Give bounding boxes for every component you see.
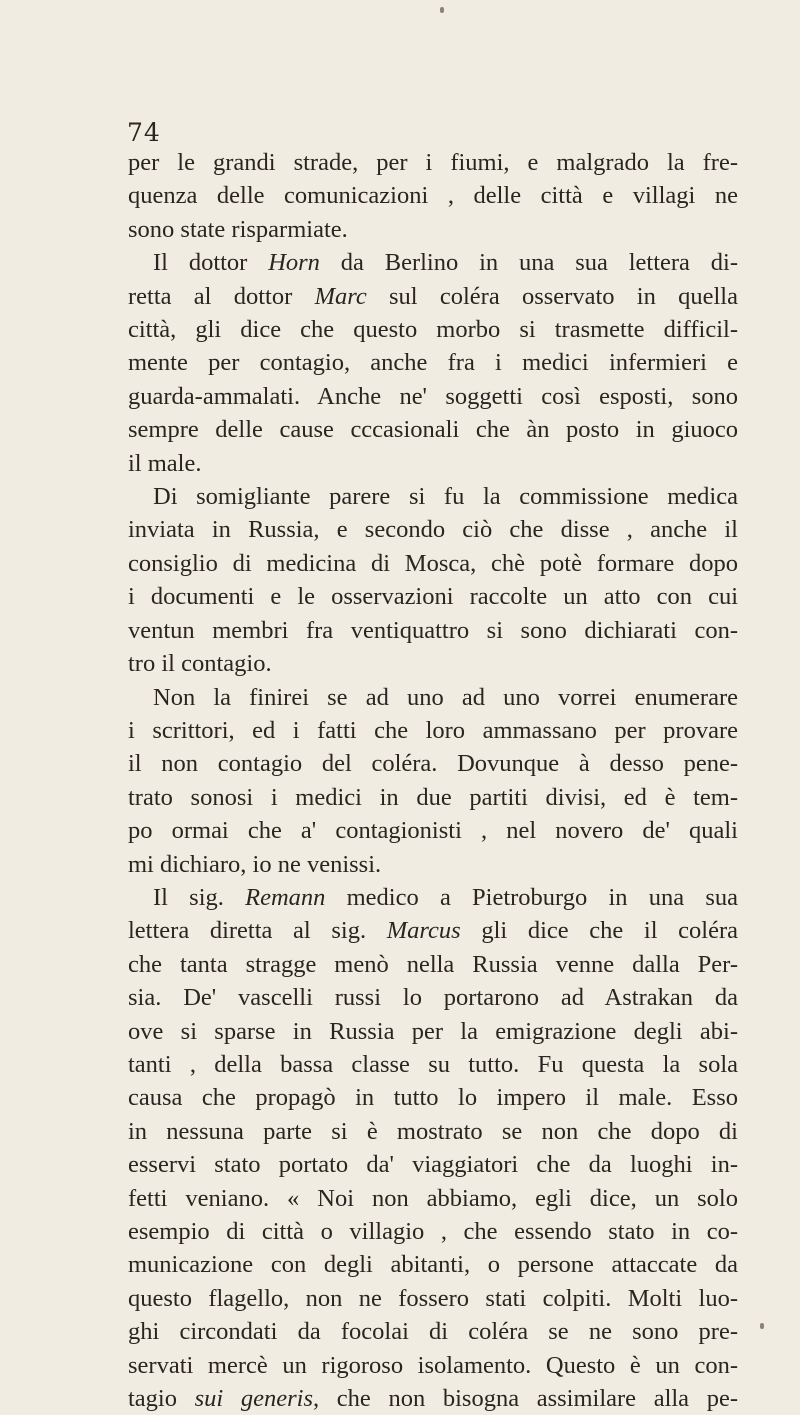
- italic-name: sui generis: [194, 1385, 314, 1413]
- text-run: fetti veniano. « Noi non abbiamo, egli dice, un solo: [128, 1184, 738, 1212]
- text-line: [128, 1382, 738, 1415]
- body-text: [128, 146, 738, 1415]
- italic-name: Marc: [314, 282, 367, 310]
- text-line: [128, 814, 738, 847]
- italic-name: Horn: [268, 249, 320, 277]
- text-line: [128, 213, 738, 246]
- text-line: [128, 1349, 738, 1382]
- text-run: sia. De' vascelli russi lo portarono ad Astrakan da: [128, 984, 738, 1012]
- text-line: [128, 848, 738, 881]
- text-run: per le grandi strade, per i fiumi, e malgrado la fre-: [128, 149, 738, 176]
- text-run: ghi circondati da focolai di coléra se ne sono pre-: [128, 1318, 738, 1346]
- text-line: [128, 1282, 738, 1315]
- text-line: [128, 179, 738, 212]
- text-run: il male.: [128, 449, 202, 477]
- text-run: , che non bisogna assimilare alla pe-: [313, 1385, 738, 1413]
- text-line: [128, 1015, 738, 1048]
- text-line: [128, 747, 738, 780]
- text-run: Il sig.: [153, 883, 246, 911]
- italic-name: Remann: [245, 883, 326, 911]
- text-line: [128, 313, 738, 346]
- text-run: Di somigliante parere si fu la commissione medica: [153, 483, 738, 511]
- text-run: il non contagio del coléra. Dovunque à desso pene-: [128, 750, 738, 778]
- text-run: quenza delle comunicazioni , delle città e villagi ne: [128, 182, 738, 210]
- text-run: medico a Pietroburgo in una sua: [325, 883, 738, 911]
- text-run: causa che propagò in tutto lo impero il male. Esso: [128, 1084, 738, 1112]
- text-run: i documenti e le osservazioni raccolte un atto con cui: [128, 583, 738, 611]
- text-line: [128, 146, 738, 179]
- text-line: [128, 647, 738, 680]
- text-run: Il dottor: [153, 249, 269, 277]
- text-line: [128, 447, 738, 480]
- text-run: servati mercè un rigoroso isolamento. Questo è un con-: [128, 1351, 738, 1379]
- text-run: consiglio di medicina di Mosca, chè potè formare dopo: [128, 549, 738, 577]
- text-run: città, gli dice che questo morbo si trasmette difficil-: [128, 316, 738, 344]
- text-run: sempre delle cause cccasionali che àn posto in giuoco: [128, 416, 738, 444]
- text-line: [128, 413, 738, 446]
- page-number: 74: [127, 118, 161, 147]
- text-line: [128, 714, 738, 747]
- text-line: [128, 1182, 738, 1215]
- text-run: ove si sparse in Russia per la emigrazione degli abi-: [128, 1017, 738, 1045]
- text-run: lettera diretta al sig.: [128, 917, 387, 945]
- text-line: [128, 346, 738, 379]
- text-run: Non la finirei se ad uno ad uno vorrei enumerare: [153, 683, 738, 711]
- text-line: [128, 781, 738, 814]
- text-run: sono state risparmiate.: [128, 215, 348, 243]
- text-line: [128, 513, 738, 546]
- text-run: inviata in Russia, e secondo ciò che disse , anche il: [128, 516, 738, 544]
- text-line: [128, 881, 738, 914]
- paper-speck: [440, 7, 444, 13]
- text-line: [128, 1115, 738, 1148]
- text-line: [128, 380, 738, 413]
- text-run: po ormai che a' contagionisti , nel novero de' quali: [128, 817, 738, 845]
- text-run: gli dice che il coléra: [460, 917, 738, 945]
- text-run: mi dichiaro, io ne venissi.: [128, 850, 382, 878]
- text-line: [128, 948, 738, 981]
- text-run: tanti , della bassa classe su tutto. Fu questa la sola: [128, 1050, 738, 1078]
- text-run: sul coléra osservato in quella: [366, 282, 738, 310]
- text-run: mente per contagio, anche fra i medici infermieri e: [128, 349, 738, 377]
- text-run: trato sonosi i medici in due partiti divisi, ed è tem-: [128, 783, 738, 811]
- text-line: [128, 1148, 738, 1181]
- text-run: in nessuna parte si è mostrato se non che dopo di: [128, 1117, 738, 1145]
- text-run: che tanta stragge menò nella Russia venne dalla Per-: [128, 950, 738, 978]
- text-line: [128, 480, 738, 513]
- text-run: da Berlino in una sua lettera di-: [319, 249, 738, 277]
- italic-name: Marcus: [386, 917, 461, 945]
- text-run: guarda-ammalati. Anche ne' soggetti così esposti, sono: [128, 382, 738, 410]
- text-run: retta al dottor: [128, 282, 315, 310]
- text-line: [128, 1248, 738, 1281]
- paper-speck: [760, 1323, 764, 1329]
- text-run: i scrittori, ed i fatti che loro ammassano per provare: [128, 716, 738, 744]
- text-line: [128, 547, 738, 580]
- text-run: tagio: [128, 1385, 195, 1413]
- text-line: [128, 580, 738, 613]
- text-run: esservi stato portato da' viaggiatori che da luoghi in-: [128, 1151, 738, 1179]
- text-line: [128, 1215, 738, 1248]
- text-line: [128, 280, 738, 313]
- text-line: [128, 1081, 738, 1114]
- text-line: [128, 614, 738, 647]
- text-run: ventun membri fra ventiquattro si sono dichiarati con-: [128, 616, 738, 644]
- text-line: [128, 1315, 738, 1348]
- text-run: municazione con degli abitanti, o persone attaccate da: [128, 1251, 738, 1279]
- text-line: [128, 246, 738, 279]
- text-line: [128, 681, 738, 714]
- text-line: [128, 1048, 738, 1081]
- text-line: [128, 914, 738, 947]
- text-run: questo flagello, non ne fossero stati colpiti. Molti luo-: [128, 1284, 738, 1312]
- text-run: tro il contagio.: [128, 650, 272, 678]
- text-run: esempio di città o villagio , che essendo stato in co-: [128, 1218, 738, 1245]
- text-line: [128, 981, 738, 1014]
